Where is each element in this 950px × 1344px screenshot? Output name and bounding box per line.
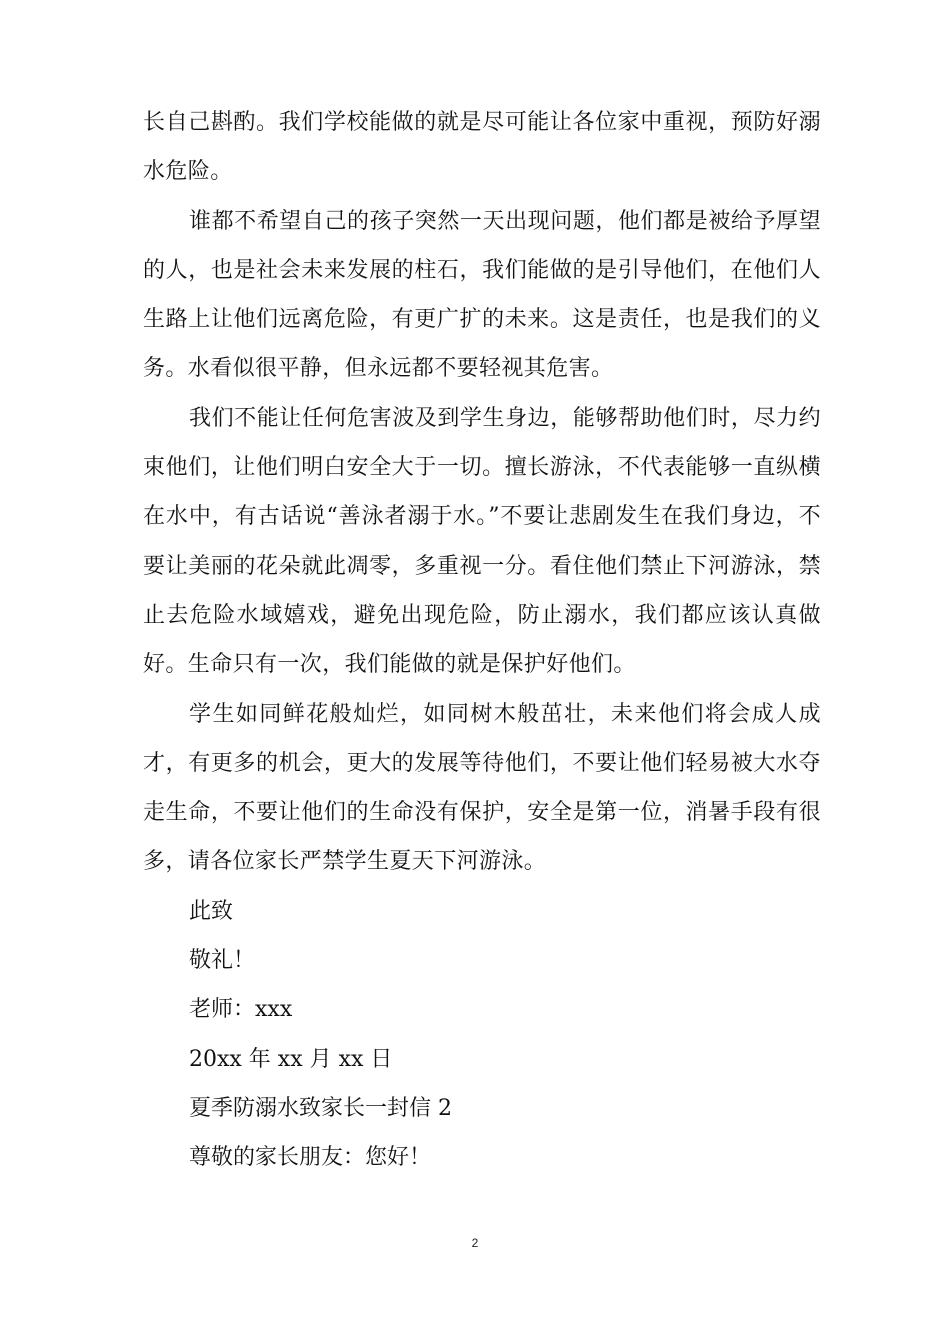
paragraph-future: 学生如同鲜花般灿烂，如同树木般茁壮，未来他们将会成人成才，有更多的机会，更大的发展等待他们，不要让他们轻易被大水夺走生命，不要让他们的生命没有保护，安全是第一位，消暑手段有很多，请各位家长严禁学生夏天下河游泳。 [143, 701, 821, 875]
next-letter-title: 夏季防溺水致家长一封信 2 [189, 1095, 452, 1121]
greeting-line: 尊敬的家长朋友：您好！ [189, 1145, 432, 1171]
paragraph-continuation: 长自己斟酌。我们学校能做的就是尽可能让各位家中重视，预防好溺水危险。 [143, 110, 821, 185]
paragraph-protection: 我们不能让任何危害波及到学生身边，能够帮助他们时，尽力约束他们，让他们明白安全大于一切。擅长游泳，不代表能够一直纵横在水中，有古话说“善泳者溺于水。”不要让悲剧发生在我们身边，不要让美丽的花朵就此凋零，多重视一分。看住他们禁止下河游泳，禁止去危险水域嬉戏，避免出现危险，防止溺水，我们都应该认真做好。生命只有一次，我们能做的就是保护好他们。 [143, 405, 821, 678]
paragraph-responsibility: 谁都不希望自己的孩子突然一天出现问题，他们都是被给予厚望的人，也是社会未来发展的柱石，我们能做的是引导他们，在他们人生路上让他们远离危险，有更广扩的未来。这是责任，也是我们的义务。水看似很平静，但永远都不要轻视其危害。 [143, 208, 821, 382]
document-body [143, 98, 821, 1183]
salute-line: 敬礼！ [189, 948, 256, 974]
page-number: 2 [471, 1236, 479, 1250]
date-line: 20xx 年 xx 月 xx 日 [189, 1046, 393, 1072]
signature-line: 老师：xxx [189, 997, 293, 1023]
closing-line: 此致 [189, 898, 234, 924]
